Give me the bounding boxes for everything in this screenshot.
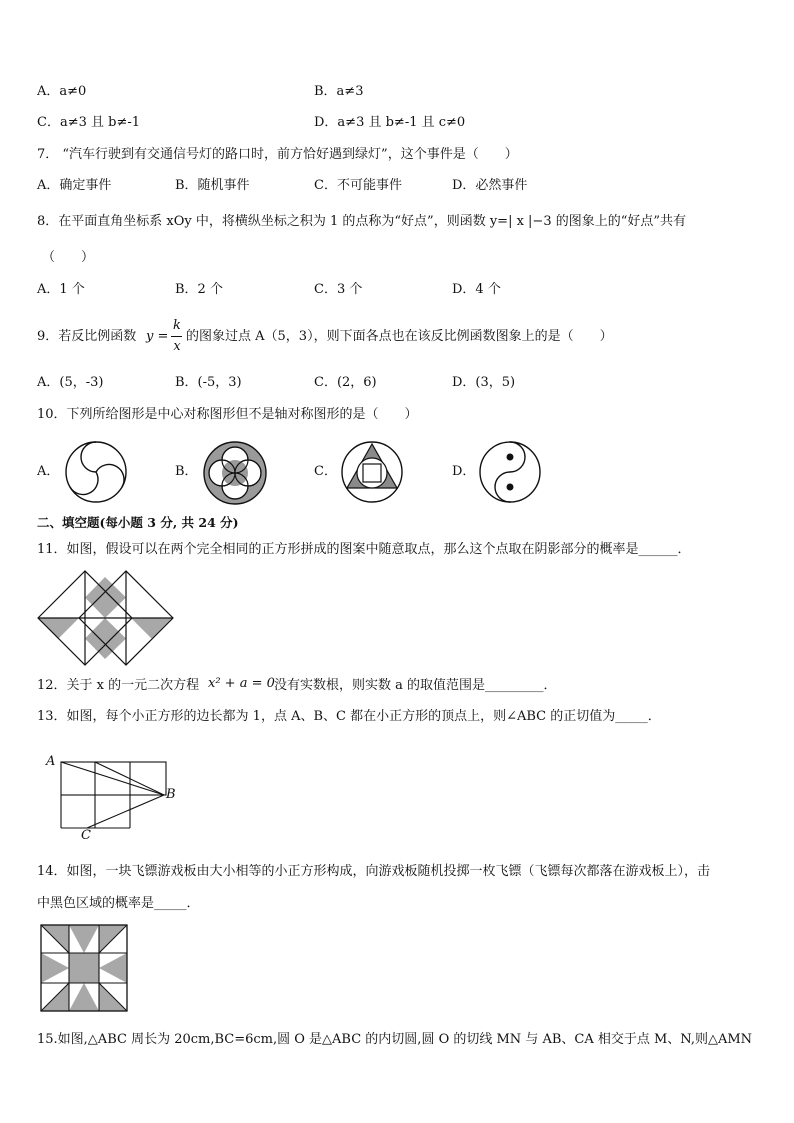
q9-stem-start: 9．若反比例函数 bbox=[37, 329, 137, 344]
q7-option-d: D．必然事件 bbox=[452, 178, 528, 193]
q12-equation: x² + a = 0 bbox=[208, 676, 275, 691]
q9-option-c: C．(2，6) bbox=[314, 375, 377, 390]
q10-figure-d bbox=[478, 440, 542, 504]
q10-label-c: C． bbox=[314, 464, 337, 479]
q15-stem: 15.如图,△ABC 周长为 20cm,BC=6cm,圆 O 是△ABC 的内切圆,圆 O 的切线 MN 与 AB、CA 相交于点 M、N,则△AMN bbox=[37, 1032, 753, 1047]
q8-stem: 8．在平面直角坐标系 xOy 中，将横纵坐标之积为 1 的点称为“好点”，则函数 y=| x |−3 的图象上的“好点”共有 bbox=[37, 214, 687, 229]
q6-option-d: D．a≠3 且 b≠-1 且 c≠0 bbox=[314, 115, 466, 130]
q13-stem: 13．如图，每个小正方形的边长都为 1，点 A、B、C 都在小正方形的顶点上，则∠ABC 的正切值为_____． bbox=[37, 709, 661, 724]
q7-option-b: B．随机事件 bbox=[175, 178, 250, 193]
q14-stem-line-1: 14．如图，一块飞镖游戏板由大小相等的小正方形构成，向游戏板随机投掷一枚飞镖（飞镖每次都落在游戏板上），击 bbox=[37, 864, 711, 879]
q6-option-b: B．a≠3 bbox=[314, 84, 364, 99]
q12-stem-start: 12．关于 x 的一元二次方程 bbox=[37, 678, 200, 693]
q12-stem-end: 没有实数根，则实数 a 的取值范围是_________． bbox=[274, 678, 557, 693]
q10-label-b: B． bbox=[175, 464, 198, 479]
q8-option-b: B．2 个 bbox=[175, 282, 223, 297]
q6-option-a: A．a≠0 bbox=[37, 84, 87, 99]
q9-option-a: A．(5，-3) bbox=[37, 375, 104, 390]
q9-stem-end: 的图象过点 A（5，3），则下面各点也在该反比例函数图象上的是（ ） bbox=[186, 329, 613, 344]
q8-option-a: A．1 个 bbox=[37, 282, 85, 297]
q8-option-d: D．4 个 bbox=[452, 282, 501, 297]
q13-label-a: A bbox=[46, 754, 56, 769]
q10-figure-c bbox=[340, 440, 404, 504]
q10-figure-b bbox=[202, 440, 268, 506]
q10-stem: 10．下列所给图形是中心对称图形但不是轴对称图形的是（ ） bbox=[37, 407, 418, 422]
q9-fraction-numerator: k bbox=[173, 318, 181, 333]
q10-label-a: A． bbox=[37, 464, 60, 479]
q9-fraction-denominator: x bbox=[173, 339, 181, 354]
q11-stem: 11．如图，假设可以在两个完全相同的正方形拼成的图案中随意取点，那么这个点取在阴影部分的概率是______． bbox=[37, 542, 691, 557]
q14-dartboard-figure bbox=[39, 923, 131, 1015]
q9-y-equals: y = bbox=[146, 329, 169, 344]
q9-option-b: B．(-5，3) bbox=[175, 375, 242, 390]
q13-label-c: C bbox=[81, 828, 91, 843]
q10-figure-a bbox=[64, 440, 128, 504]
q14-stem-line-2: 中黑色区域的概率是_____． bbox=[37, 896, 200, 911]
q7-stem: 7． “汽车行驶到有交通信号灯的路口时，前方恰好遇到绿灯”，这个事件是（ ） bbox=[37, 147, 518, 162]
q8-option-c: C．3 个 bbox=[314, 282, 363, 297]
q7-option-c: C．不可能事件 bbox=[314, 178, 402, 193]
q10-label-d: D． bbox=[452, 464, 476, 479]
q9-option-d: D．(3，5) bbox=[452, 375, 516, 390]
q9-fraction-bar bbox=[171, 336, 182, 337]
q6-option-c: C．a≠3 且 b≠-1 bbox=[37, 115, 141, 130]
q11-figure bbox=[38, 571, 174, 665]
q8-paren: （ ） bbox=[42, 250, 95, 265]
q13-label-b: B bbox=[166, 787, 176, 802]
q7-option-a: A．确定事件 bbox=[37, 178, 112, 193]
section-2-title: 二、填空题(每小题 3 分, 共 24 分) bbox=[37, 515, 239, 530]
